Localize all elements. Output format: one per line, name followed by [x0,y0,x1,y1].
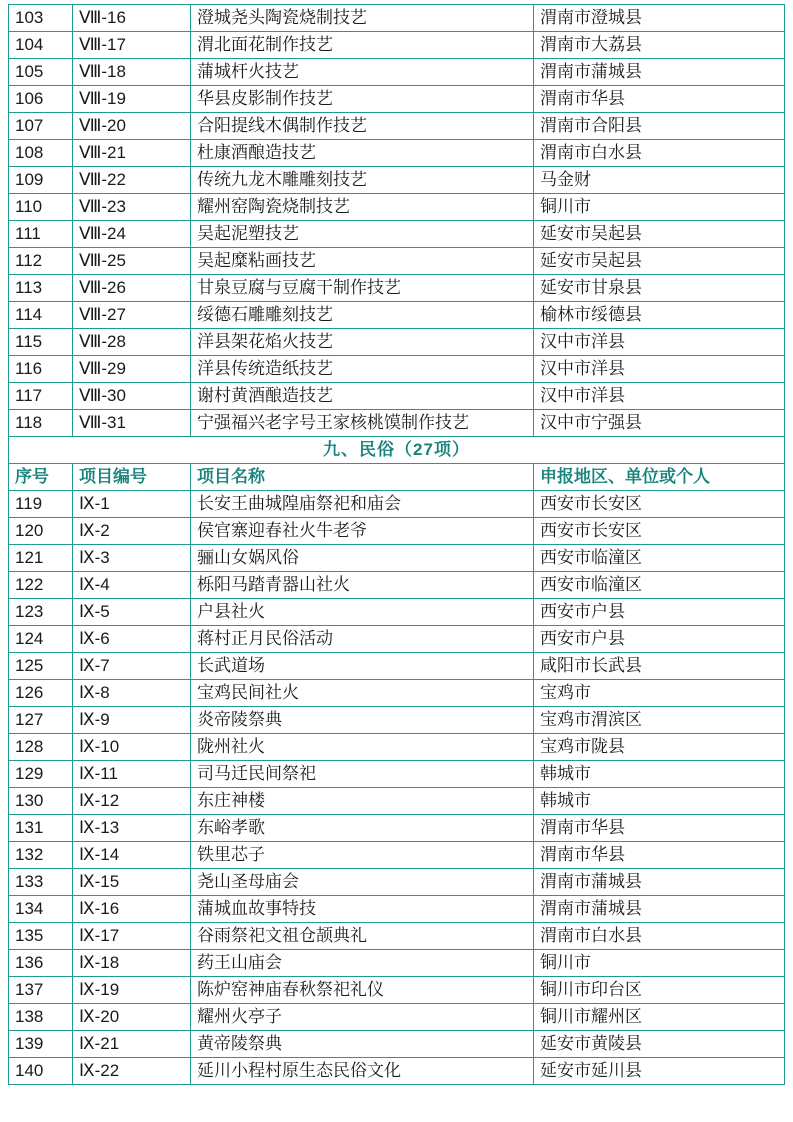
cell-org: 西安市临潼区 [534,545,785,572]
table-row [9,950,785,977]
cell-org: 渭南市合阳县 [534,113,785,140]
cell-code: Ⅷ-24 [73,221,191,248]
cell-code: Ⅸ-4 [73,572,191,599]
cell-no: 139 [9,1031,73,1058]
cell-org: 渭南市蒲城县 [534,896,785,923]
cell-org: 渭南市白水县 [534,140,785,167]
cell-org: 铜川市 [534,194,785,221]
cell-code: Ⅷ-23 [73,194,191,221]
table-row [9,275,785,302]
table-row [9,491,785,518]
cell-no: 131 [9,815,73,842]
cell-org: 渭南市蒲城县 [534,59,785,86]
cell-code: Ⅸ-11 [73,761,191,788]
table-row [9,707,785,734]
cell-name: 耀州火亭子 [191,1004,534,1031]
cell-name: 宁强福兴老字号王家核桃馍制作技艺 [191,410,534,437]
cell-no: 133 [9,869,73,896]
cell-no: 132 [9,842,73,869]
table-row [9,302,785,329]
cell-org: 西安市长安区 [534,491,785,518]
table-row [9,5,785,32]
cell-name: 绥德石雕雕刻技艺 [191,302,534,329]
table-row [9,329,785,356]
cell-no: 130 [9,788,73,815]
cell-org: 铜川市耀州区 [534,1004,785,1031]
cell-org: 宝鸡市 [534,680,785,707]
cell-name: 宝鸡民间社火 [191,680,534,707]
cell-org: 延安市黄陵县 [534,1031,785,1058]
cell-code: Ⅸ-20 [73,1004,191,1031]
cell-code: Ⅸ-15 [73,869,191,896]
cell-org: 西安市户县 [534,626,785,653]
header-org: 申报地区、单位或个人 [534,464,785,491]
cell-code: Ⅸ-6 [73,626,191,653]
cell-org: 铜川市印台区 [534,977,785,1004]
section-title-row [9,437,785,464]
cell-org: 西安市户县 [534,599,785,626]
table-row [9,653,785,680]
cell-no: 106 [9,86,73,113]
cell-name: 东庄神楼 [191,788,534,815]
cell-code: Ⅷ-31 [73,410,191,437]
cell-name: 炎帝陵祭典 [191,707,534,734]
table-row [9,518,785,545]
cell-name: 渭北面花制作技艺 [191,32,534,59]
cell-name: 陇州社火 [191,734,534,761]
cell-org: 渭南市白水县 [534,923,785,950]
table-row [9,167,785,194]
cell-name: 洋县传统造纸技艺 [191,356,534,383]
cell-name: 谢村黄酒酿造技艺 [191,383,534,410]
cell-org: 渭南市蒲城县 [534,869,785,896]
cell-no: 140 [9,1058,73,1085]
cell-code: Ⅸ-13 [73,815,191,842]
cell-code: Ⅸ-9 [73,707,191,734]
cell-name: 侯官寨迎春社火牛老爷 [191,518,534,545]
cell-no: 116 [9,356,73,383]
cell-name: 药王山庙会 [191,950,534,977]
table-row [9,221,785,248]
cell-code: Ⅸ-5 [73,599,191,626]
table-row [9,1031,785,1058]
cell-name: 合阳提线木偶制作技艺 [191,113,534,140]
cell-no: 121 [9,545,73,572]
cell-name: 传统九龙木雕雕刻技艺 [191,167,534,194]
table-row [9,356,785,383]
table-row [9,626,785,653]
cell-org: 宝鸡市渭滨区 [534,707,785,734]
cell-no: 111 [9,221,73,248]
cell-name: 澄城尧头陶瓷烧制技艺 [191,5,534,32]
table-row [9,383,785,410]
table-row [9,815,785,842]
cell-code: Ⅸ-17 [73,923,191,950]
cell-org: 延安市甘泉县 [534,275,785,302]
table-row [9,545,785,572]
cell-code: Ⅷ-16 [73,5,191,32]
table-row [9,734,785,761]
cell-no: 118 [9,410,73,437]
cell-org: 渭南市大荔县 [534,32,785,59]
table-row [9,896,785,923]
cell-no: 134 [9,896,73,923]
cell-no: 105 [9,59,73,86]
cell-code: Ⅷ-20 [73,113,191,140]
table-row [9,869,785,896]
table-row [9,788,785,815]
cell-code: Ⅸ-7 [73,653,191,680]
cell-name: 蒋村正月民俗活动 [191,626,534,653]
cell-code: Ⅸ-19 [73,977,191,1004]
cell-name: 华县皮影制作技艺 [191,86,534,113]
cell-name: 骊山女娲风俗 [191,545,534,572]
cell-no: 137 [9,977,73,1004]
cell-name: 洋县架花焰火技艺 [191,329,534,356]
cell-code: Ⅸ-1 [73,491,191,518]
cell-code: Ⅷ-25 [73,248,191,275]
cell-no: 120 [9,518,73,545]
cell-name: 甘泉豆腐与豆腐干制作技艺 [191,275,534,302]
table-row [9,32,785,59]
cell-code: Ⅸ-14 [73,842,191,869]
table-header-row [9,464,785,491]
cell-no: 123 [9,599,73,626]
cell-no: 136 [9,950,73,977]
header-code: 项目编号 [73,464,191,491]
table-row [9,410,785,437]
cell-no: 129 [9,761,73,788]
cell-org: 渭南市华县 [534,842,785,869]
cell-code: Ⅷ-28 [73,329,191,356]
cell-name: 尧山圣母庙会 [191,869,534,896]
cell-code: Ⅷ-22 [73,167,191,194]
cell-org: 延安市吴起县 [534,221,785,248]
cell-no: 108 [9,140,73,167]
cell-code: Ⅷ-27 [73,302,191,329]
cell-no: 103 [9,5,73,32]
cell-name: 杜康酒酿造技艺 [191,140,534,167]
cell-no: 104 [9,32,73,59]
header-no: 序号 [9,464,73,491]
cell-no: 125 [9,653,73,680]
cell-org: 延安市延川县 [534,1058,785,1085]
cell-code: Ⅸ-2 [73,518,191,545]
cell-org: 西安市临潼区 [534,572,785,599]
cell-code: Ⅷ-17 [73,32,191,59]
cell-org: 西安市长安区 [534,518,785,545]
table-row [9,599,785,626]
table-row [9,59,785,86]
section-title: 九、民俗（27项） [9,437,785,464]
cell-name: 东峪孝歌 [191,815,534,842]
cell-no: 117 [9,383,73,410]
cell-no: 107 [9,113,73,140]
cell-org: 榆林市绥德县 [534,302,785,329]
table-row [9,572,785,599]
header-name: 项目名称 [191,464,534,491]
cell-no: 113 [9,275,73,302]
cell-org: 渭南市华县 [534,86,785,113]
cell-org: 铜川市 [534,950,785,977]
cell-name: 谷雨祭祀文祖仓颉典礼 [191,923,534,950]
cell-name: 栎阳马踏青器山社火 [191,572,534,599]
cell-name: 吴起泥塑技艺 [191,221,534,248]
cell-no: 112 [9,248,73,275]
cell-name: 铁里芯子 [191,842,534,869]
cell-no: 119 [9,491,73,518]
cell-org: 汉中市洋县 [534,356,785,383]
cell-no: 109 [9,167,73,194]
cell-code: Ⅸ-21 [73,1031,191,1058]
cell-org: 马金财 [534,167,785,194]
cell-no: 124 [9,626,73,653]
cell-name: 长武道场 [191,653,534,680]
table-row [9,842,785,869]
cell-name: 吴起糜粘画技艺 [191,248,534,275]
table-row [9,86,785,113]
table-row [9,194,785,221]
cell-no: 122 [9,572,73,599]
table-row [9,1004,785,1031]
cell-no: 115 [9,329,73,356]
heritage-table-part1 [8,4,785,1085]
cell-code: Ⅸ-10 [73,734,191,761]
table-body-top [9,5,785,1085]
cell-name: 户县社火 [191,599,534,626]
cell-org: 渭南市华县 [534,815,785,842]
table-row [9,248,785,275]
cell-name: 蒲城杆火技艺 [191,59,534,86]
cell-name: 陈炉窑神庙春秋祭祀礼仪 [191,977,534,1004]
cell-code: Ⅷ-19 [73,86,191,113]
cell-name: 延川小程村原生态民俗文化 [191,1058,534,1085]
cell-org: 韩城市 [534,788,785,815]
cell-org: 汉中市宁强县 [534,410,785,437]
cell-name: 黄帝陵祭典 [191,1031,534,1058]
cell-code: Ⅸ-22 [73,1058,191,1085]
cell-no: 126 [9,680,73,707]
cell-code: Ⅸ-12 [73,788,191,815]
table-row [9,1058,785,1085]
table-row [9,761,785,788]
table-row [9,680,785,707]
cell-org: 韩城市 [534,761,785,788]
cell-org: 延安市吴起县 [534,248,785,275]
cell-code: Ⅸ-8 [73,680,191,707]
cell-name: 耀州窑陶瓷烧制技艺 [191,194,534,221]
cell-no: 114 [9,302,73,329]
cell-org: 咸阳市长武县 [534,653,785,680]
cell-no: 138 [9,1004,73,1031]
table-row [9,977,785,1004]
cell-code: Ⅸ-16 [73,896,191,923]
table-row [9,113,785,140]
cell-name: 司马迁民间祭祀 [191,761,534,788]
cell-no: 128 [9,734,73,761]
table-row [9,923,785,950]
cell-no: 135 [9,923,73,950]
cell-org: 汉中市洋县 [534,329,785,356]
cell-name: 长安王曲城隍庙祭祀和庙会 [191,491,534,518]
cell-code: Ⅷ-29 [73,356,191,383]
cell-code: Ⅸ-18 [73,950,191,977]
cell-name: 蒲城血故事特技 [191,896,534,923]
cell-code: Ⅸ-3 [73,545,191,572]
cell-code: Ⅷ-18 [73,59,191,86]
cell-no: 110 [9,194,73,221]
cell-code: Ⅷ-21 [73,140,191,167]
cell-code: Ⅷ-26 [73,275,191,302]
table-row [9,140,785,167]
cell-org: 汉中市洋县 [534,383,785,410]
cell-code: Ⅷ-30 [73,383,191,410]
cell-no: 127 [9,707,73,734]
cell-org: 渭南市澄城县 [534,5,785,32]
cell-org: 宝鸡市陇县 [534,734,785,761]
